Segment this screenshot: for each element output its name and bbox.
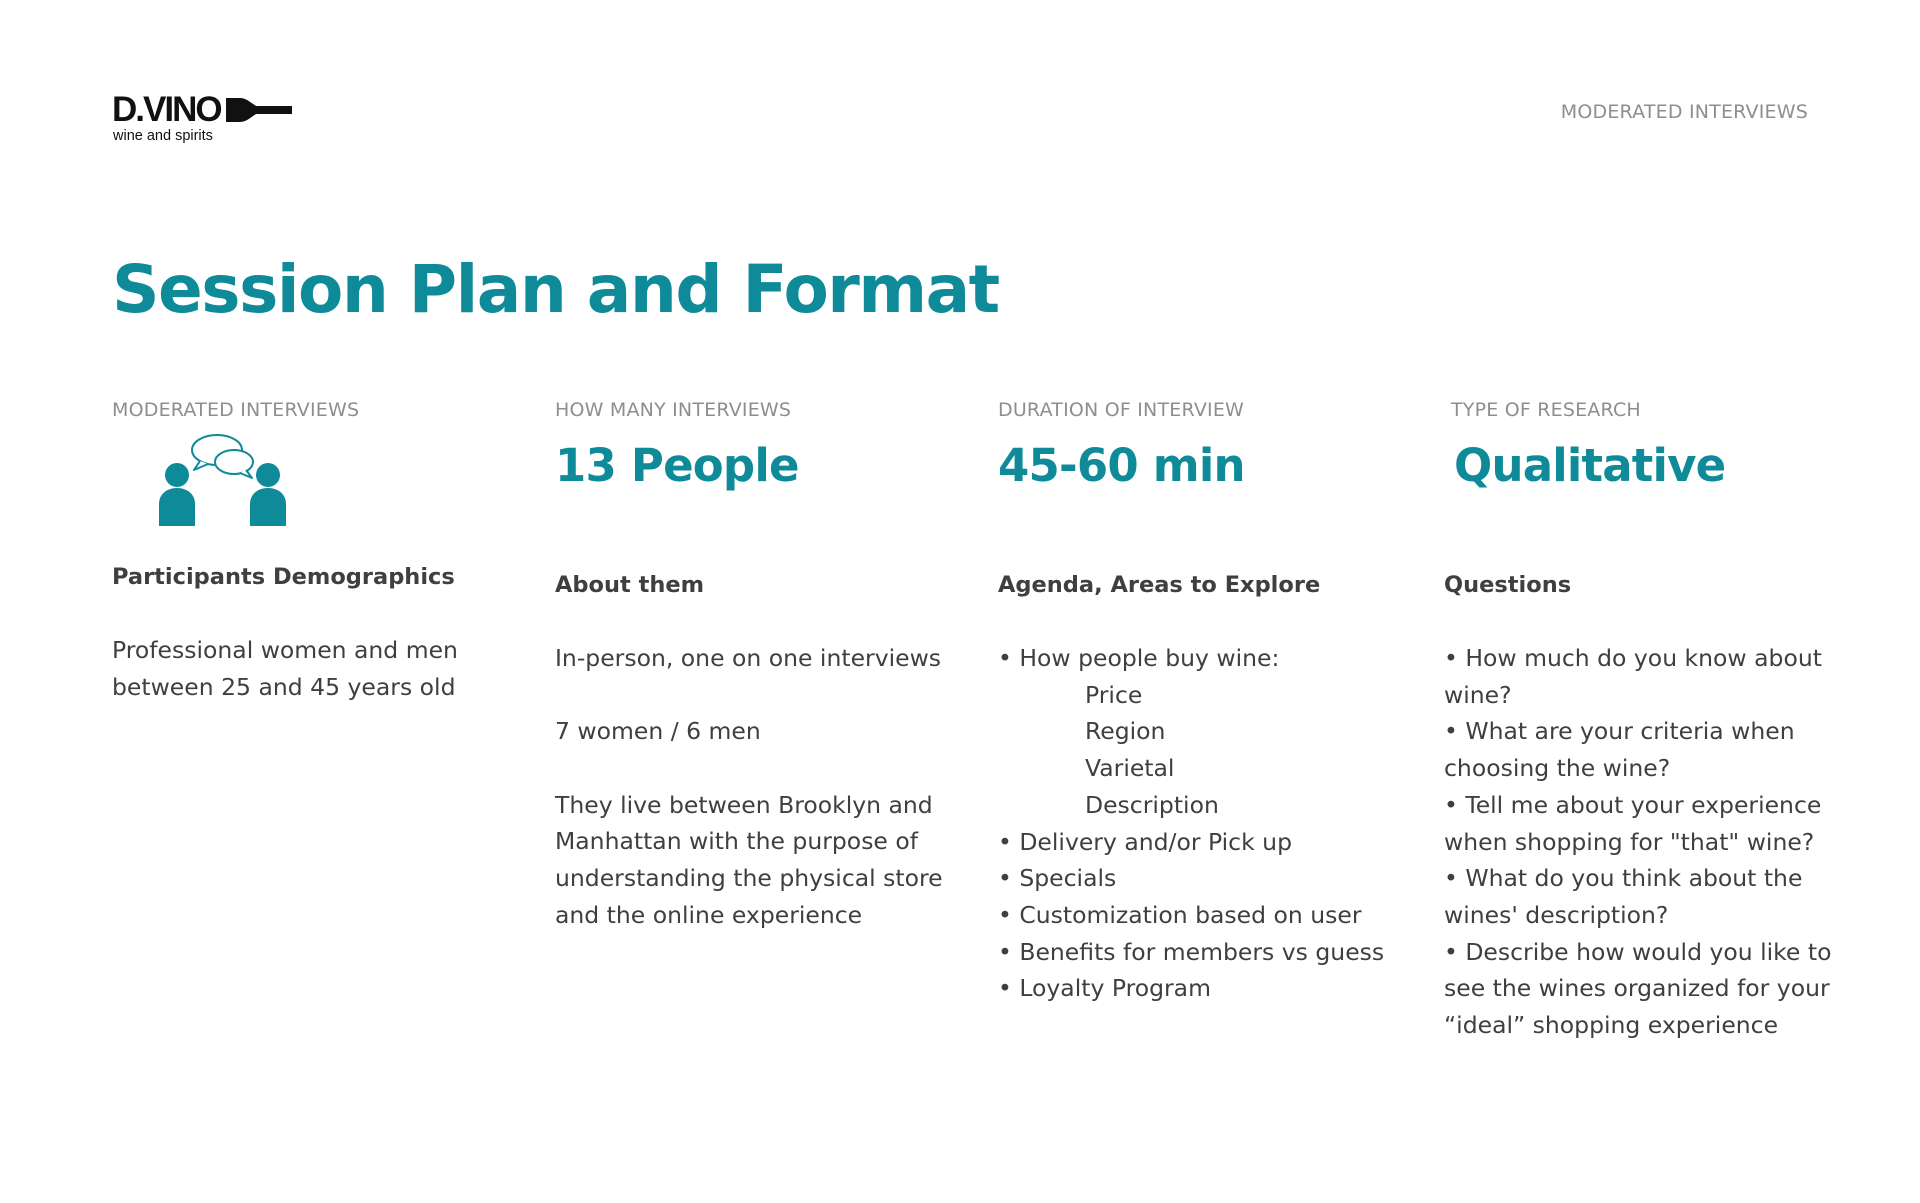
wine-bottle-icon [226,92,292,128]
column-participants [112,398,512,701]
text-line: Manhattan with the purpose of [555,827,919,856]
column-label: HOW MANY INTERVIEWS [555,399,792,421]
section-heading: Questions [1444,572,1572,598]
list-item: • Customization based on user [998,900,1362,929]
list-item: “ideal” shopping experience [1444,1011,1779,1040]
header-section-label: MODERATED INTERVIEWS [1560,101,1808,123]
list-item: see the wines organized for your [1444,974,1830,1003]
text-line: In-person, one on one interviews [555,644,942,672]
section-heading: About them [555,572,705,598]
column-label: MODERATED INTERVIEWS [112,399,360,421]
column-label: TYPE OF RESEARCH [1451,399,1641,421]
participants-description [112,632,458,705]
text-line: Professional women and men [112,636,458,664]
sub-list-item: Description [1085,790,1219,819]
list-item: • Describe how would you like to [1444,937,1832,966]
about-description [555,640,943,934]
list-item: when shopping for "that" wine? [1444,827,1815,856]
text-line: and the online experience [555,900,863,929]
list-item: choosing the wine? [1444,754,1671,783]
column-interview-count [555,398,955,929]
list-item: • Specials [998,864,1117,893]
text-line: between 25 and 45 years old [112,672,456,701]
list-item: • Benefits for members vs guess [998,937,1385,966]
list-item: • Tell me about your experience [1444,790,1822,819]
sub-list-item: Price [1085,680,1143,709]
list-item: wine? [1444,680,1512,709]
logo-tagline: wine and spirits [113,128,213,144]
dvino-logo [112,92,292,148]
column-research-type [1444,398,1844,1040]
section-heading: Agenda, Areas to Explore [998,572,1321,598]
list-item: • What do you think about the [1444,864,1803,893]
list-item: • How people buy wine: [998,644,1280,672]
list-item: • Loyalty Program [998,974,1211,1003]
agenda-list [998,640,1384,1007]
stat-value: Qualitative [1454,439,1726,492]
sub-list-item: Varietal [1085,754,1175,783]
stat-value: 45-60 min [998,439,1245,492]
interview-people-icon [158,432,290,530]
column-duration [998,398,1398,1003]
sub-list-item: Region [1085,717,1166,746]
logo-wordmark: D.VINO [112,90,221,129]
list-item: wines' description? [1444,900,1669,929]
text-line: They live between Brooklyn and [555,790,933,819]
list-item: • How much do you know about [1444,644,1822,672]
section-heading: Participants Demographics [112,564,455,590]
page-title: Session Plan and Format [112,251,999,328]
list-item: • What are your criteria when [1444,717,1795,746]
questions-list [1444,640,1831,1044]
text-line: understanding the physical store [555,864,943,893]
column-label: DURATION OF INTERVIEW [998,399,1245,421]
text-line: 7 women / 6 men [555,717,761,746]
list-item: • Delivery and/or Pick up [998,827,1292,856]
stat-value: 13 People [555,439,799,492]
